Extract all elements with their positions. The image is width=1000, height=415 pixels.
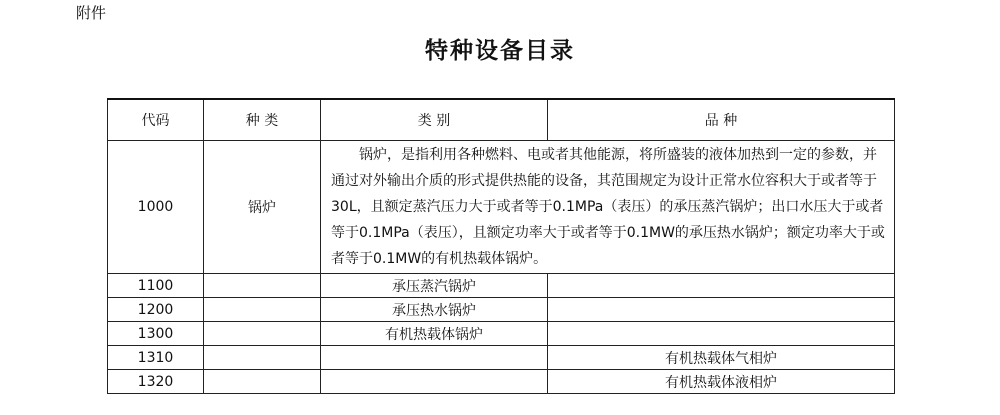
cell-code: 1000 [108,141,204,274]
column-header-category: 类 别 [321,99,548,141]
boiler-description-text: 锅炉，是指利用各种燃料、电或者其他能源，将所盛装的液体加热到一定的参数，并通过对外输出介质的形式提供热能的设备，其范围规定为设计正常水位容积大于或者等于30L，且额定蒸汽压力大于或者等于0.1MPa（表压）的承压蒸汽锅炉；出口水压大于或者等于0.1MPa（表压），且额定功率大于或者等于0.1MW的承压热水锅炉；额定功率大于或者等于0.1MW的有机热载体锅炉。 [331,147,885,267]
cell-variety: 有机热载体气相炉 [548,346,895,370]
table-row [108,370,895,394]
attachment-label: 附件 [76,4,107,22]
column-header-variety: 品 种 [548,99,895,141]
cell-kind [204,370,321,394]
cell-kind [204,274,321,298]
cell-code: 1100 [108,274,204,298]
cell-kind: 锅炉 [204,141,321,274]
cell-category: 承压蒸汽锅炉 [321,274,548,298]
table-row-boiler [108,141,895,274]
cell-kind [204,322,321,346]
cell-kind [204,298,321,322]
table-row [108,298,895,322]
cell-variety [548,274,895,298]
cell-variety [548,298,895,322]
cell-category: 承压热水锅炉 [321,298,548,322]
cell-code: 1200 [108,298,204,322]
cell-code: 1320 [108,370,204,394]
cell-category: 有机热载体锅炉 [321,322,548,346]
equipment-catalog-table [107,98,895,394]
cell-kind [204,346,321,370]
cell-description [321,141,895,274]
table-row [108,322,895,346]
cell-category [321,346,548,370]
column-header-kind: 种 类 [204,99,321,141]
table-row [108,346,895,370]
table-header-row [108,99,895,141]
table-row [108,274,895,298]
cell-code: 1310 [108,346,204,370]
cell-code: 1300 [108,322,204,346]
page-title: 特种设备目录 [425,37,575,64]
cell-category [321,370,548,394]
cell-variety: 有机热载体液相炉 [548,370,895,394]
cell-variety [548,322,895,346]
column-header-code: 代码 [108,99,204,141]
